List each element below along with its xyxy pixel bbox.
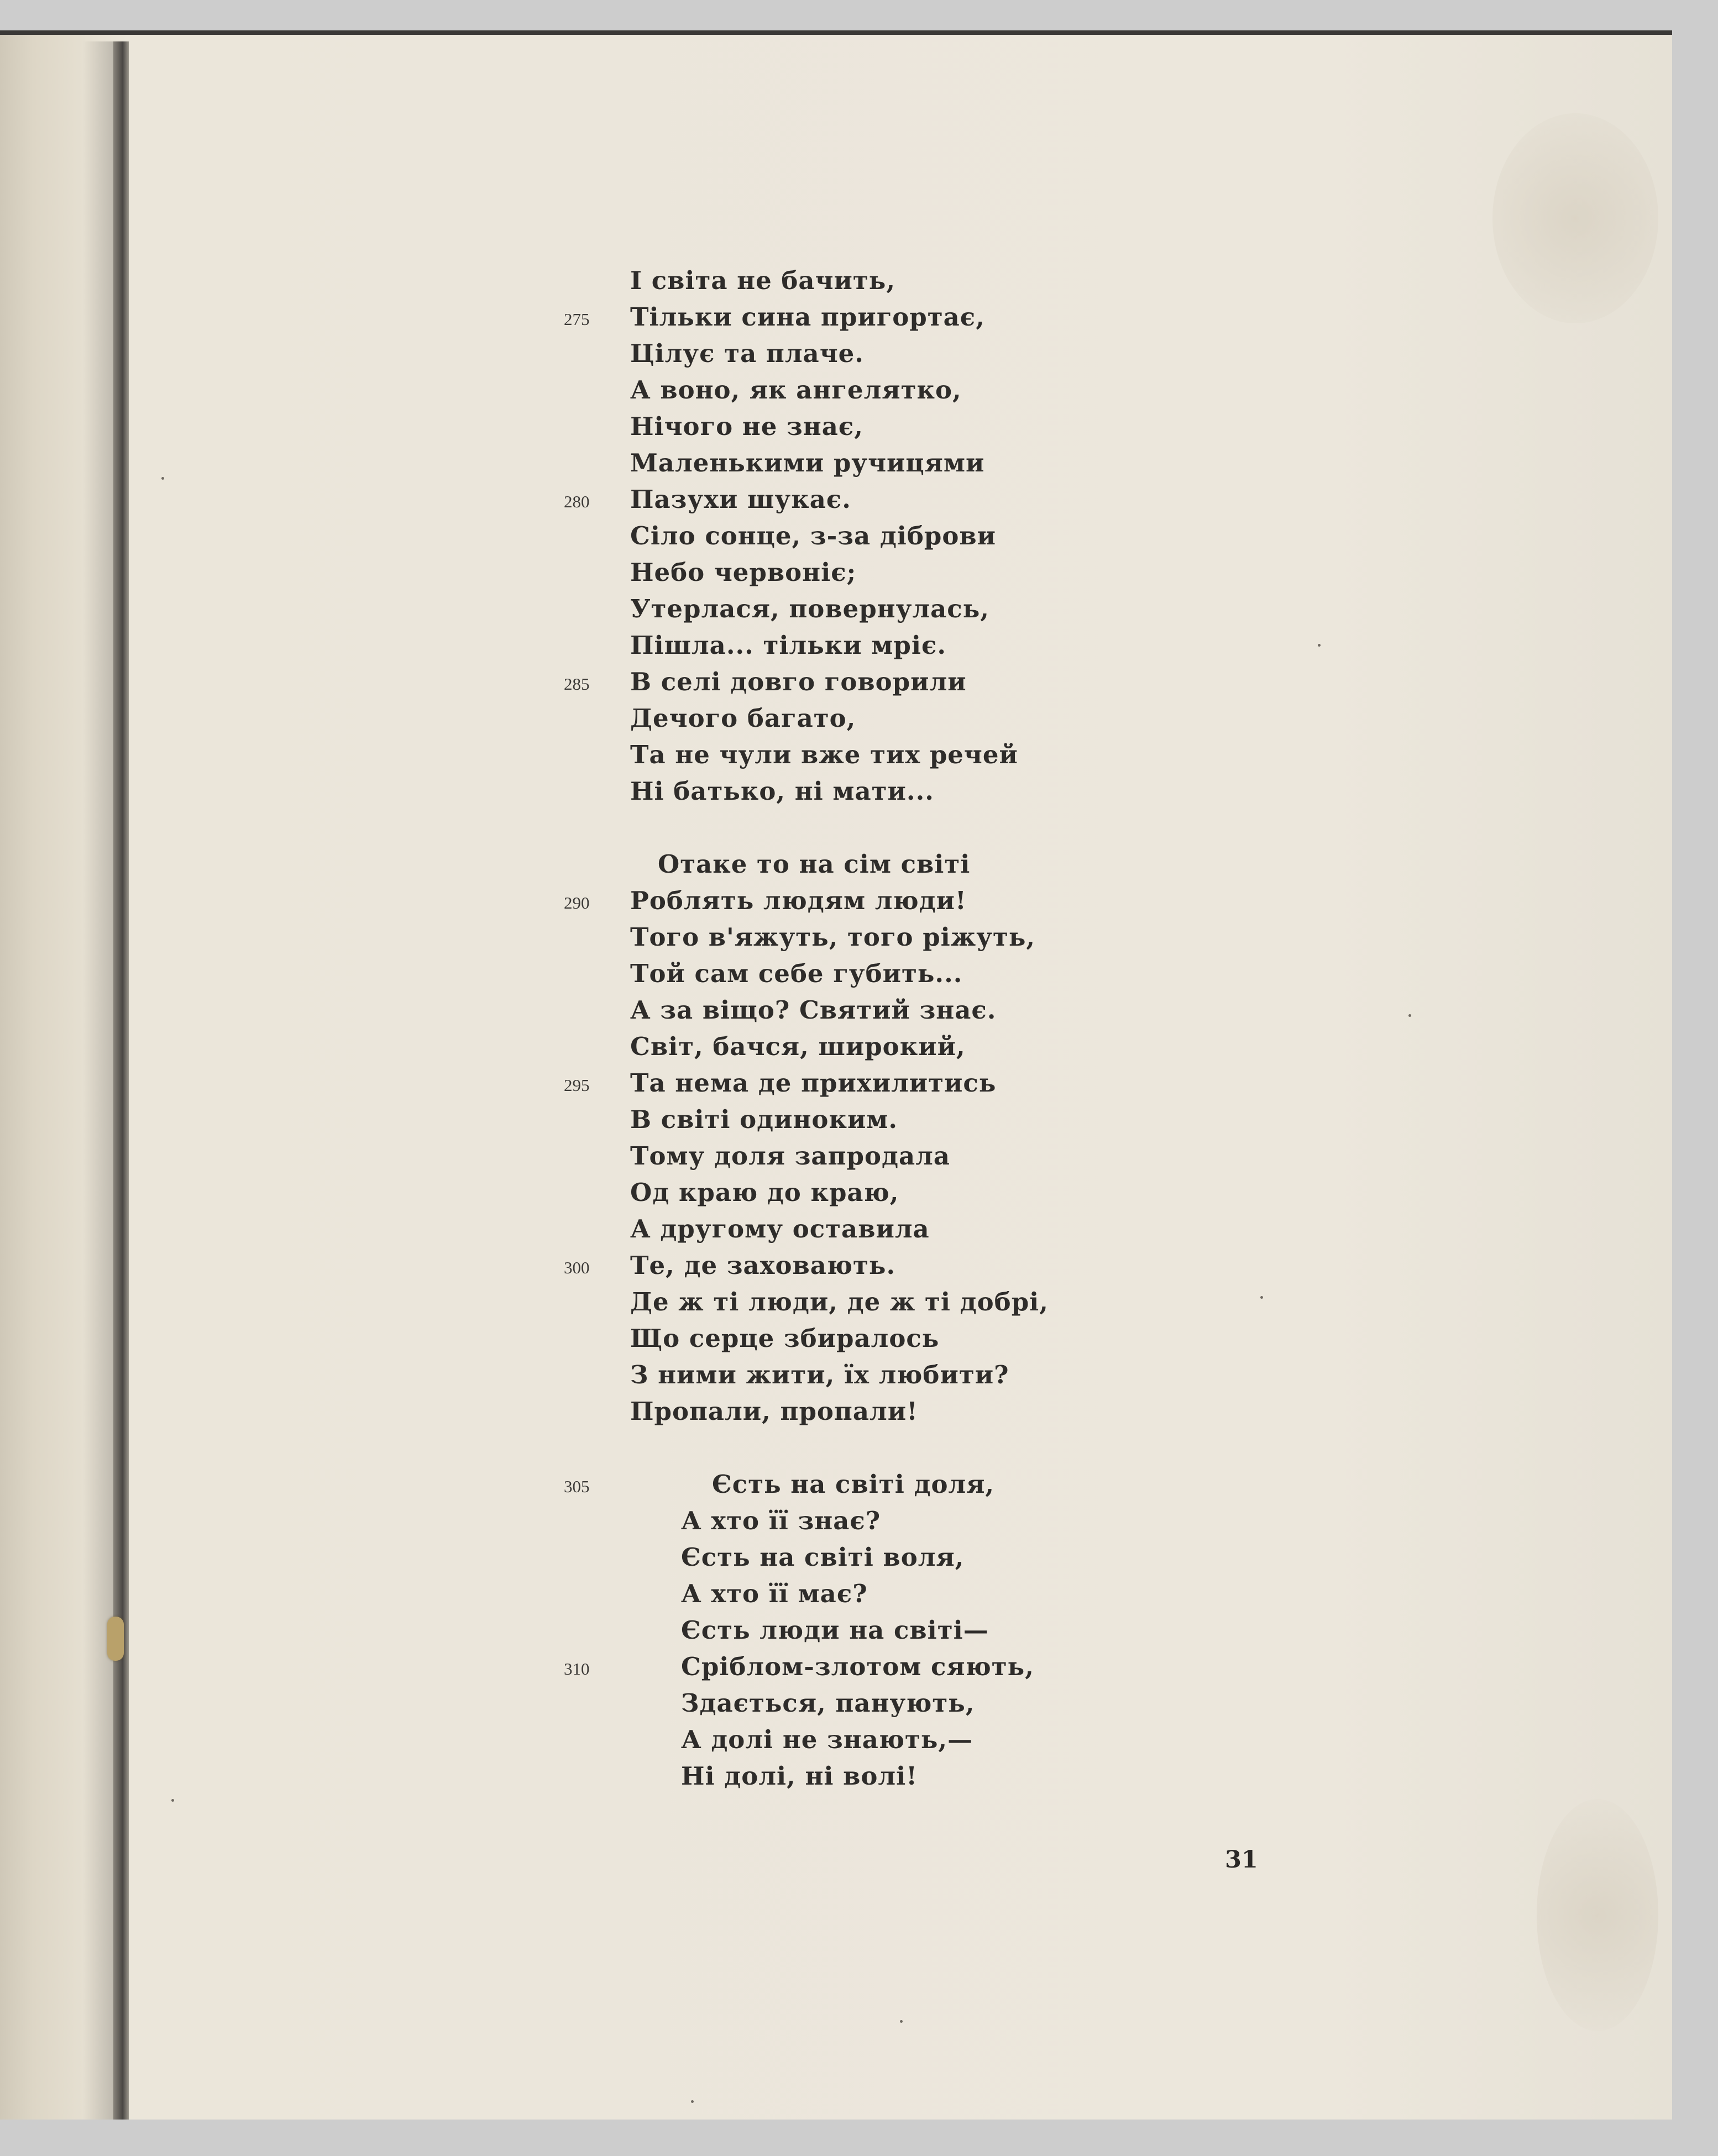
poem-line (0, 518, 1672, 554)
poem-line (0, 1284, 1672, 1320)
poem-line (0, 591, 1672, 627)
paper-speck (171, 1799, 174, 1802)
poem-line (0, 773, 1672, 810)
line-text: А долі не знають,— (681, 1725, 973, 1754)
paper-stain (1537, 1799, 1658, 2031)
line-text: Ні долі, ні волі! (681, 1761, 918, 1791)
line-text: А другому оставила (630, 1214, 930, 1244)
poem-line (0, 737, 1672, 773)
poem-line (0, 408, 1672, 445)
poem-line (0, 1101, 1672, 1138)
poem-line (0, 1539, 1672, 1576)
poem-line (0, 554, 1672, 591)
line-text: Отаке то на сім світі (658, 849, 971, 879)
line-text: Єсть на світі доля, (712, 1470, 995, 1499)
stanza-break (0, 810, 1672, 846)
poem-line (0, 919, 1672, 956)
poem-line (0, 664, 1672, 700)
poem-line (0, 263, 1672, 299)
poem-line (0, 1576, 1672, 1612)
poem-line (0, 1065, 1672, 1101)
page-number: 31 (1225, 1846, 1258, 1874)
line-number: 285 (564, 674, 590, 694)
line-text: Дечого багато, (630, 704, 856, 733)
poem-line (0, 956, 1672, 992)
line-text: Пропали, пропали! (630, 1397, 918, 1426)
poem-line (0, 846, 1672, 883)
poem-line (0, 1211, 1672, 1247)
line-text: Роблять людям люди! (630, 886, 967, 915)
poem-line (0, 299, 1672, 335)
poem-line (0, 1320, 1672, 1357)
line-text: Маленькими ручицями (630, 448, 985, 478)
line-number: 300 (564, 1258, 590, 1277)
line-text: А за віщо? Святий знає. (630, 995, 997, 1025)
line-text: Той сам себе губить... (630, 959, 963, 988)
line-text: Що серце збиралось (630, 1324, 940, 1353)
poem-line (0, 445, 1672, 481)
line-text: Де ж ті люди, де ж ті добрі, (630, 1287, 1049, 1316)
line-text: Пішла... тільки мріє. (630, 631, 947, 660)
paper-speck (900, 2020, 903, 2023)
line-text: Здається, панують, (681, 1688, 975, 1718)
line-text: Світ, бачся, широкий, (630, 1032, 966, 1061)
poem-line (0, 1393, 1672, 1430)
poem-line (0, 627, 1672, 664)
line-text: Того в'яжуть, того ріжуть, (630, 922, 1036, 952)
line-text: Та не чули вже тих речей (630, 740, 1018, 769)
line-number: 290 (564, 893, 590, 912)
poem-line (0, 1758, 1672, 1795)
line-text: І світа не бачить, (630, 266, 895, 295)
line-number: 295 (564, 1076, 590, 1095)
line-text: Та нема де прихилитись (630, 1068, 997, 1098)
line-text: Нічого не знає, (630, 412, 863, 441)
line-text: А хто її знає? (681, 1506, 881, 1535)
poem-line (0, 992, 1672, 1029)
poem-line (0, 1722, 1672, 1758)
line-text: Утерлася, повернулась, (630, 594, 989, 623)
poem-line (0, 883, 1672, 919)
line-text: Сріблом-злотом сяють, (681, 1652, 1034, 1681)
paper-speck (691, 2100, 694, 2103)
line-text: Те, де заховають. (630, 1251, 896, 1280)
poem-text (0, 263, 1672, 1795)
poem-line (0, 1357, 1672, 1393)
book-page (0, 30, 1672, 2120)
line-text: З ними жити, їх любити? (630, 1360, 1009, 1389)
line-number: 305 (564, 1477, 590, 1496)
top-edge-rule (0, 30, 1672, 35)
line-text: Цілує та плаче. (630, 339, 864, 368)
poem-line (0, 1247, 1672, 1284)
line-text: Єсть люди на світі— (681, 1615, 989, 1645)
poem-line (0, 1612, 1672, 1649)
line-number: 275 (564, 310, 590, 329)
poem-line (0, 1649, 1672, 1685)
line-text: А воно, як ангелятко, (630, 375, 962, 405)
line-number: 280 (564, 492, 590, 511)
poem-line (0, 481, 1672, 518)
line-text: А хто її має? (681, 1579, 868, 1608)
line-text: Сіло сонце, з-за діброви (630, 521, 997, 550)
line-text: Тільки сина пригортає, (630, 302, 985, 332)
line-text: Небо червоніє; (630, 558, 857, 587)
poem-line (0, 1029, 1672, 1065)
poem-line (0, 335, 1672, 372)
poem-line (0, 1503, 1672, 1539)
poem-line (0, 1174, 1672, 1211)
poem-line (0, 1138, 1672, 1174)
line-text: Єсть на світі воля, (681, 1543, 965, 1572)
line-number: 310 (564, 1659, 590, 1678)
line-text: В світі одиноким. (630, 1105, 898, 1134)
line-text: Пазухи шукає. (630, 485, 851, 514)
poem-line (0, 1685, 1672, 1722)
line-text: Тому доля запродала (630, 1141, 951, 1171)
line-text: Ні батько, ні мати... (630, 777, 934, 806)
stanza-break (0, 1430, 1672, 1466)
poem-line (0, 1466, 1672, 1503)
poem-line (0, 372, 1672, 408)
line-text: Од краю до краю, (630, 1178, 899, 1207)
line-text: В селі довго говорили (630, 667, 967, 696)
poem-line (0, 700, 1672, 737)
